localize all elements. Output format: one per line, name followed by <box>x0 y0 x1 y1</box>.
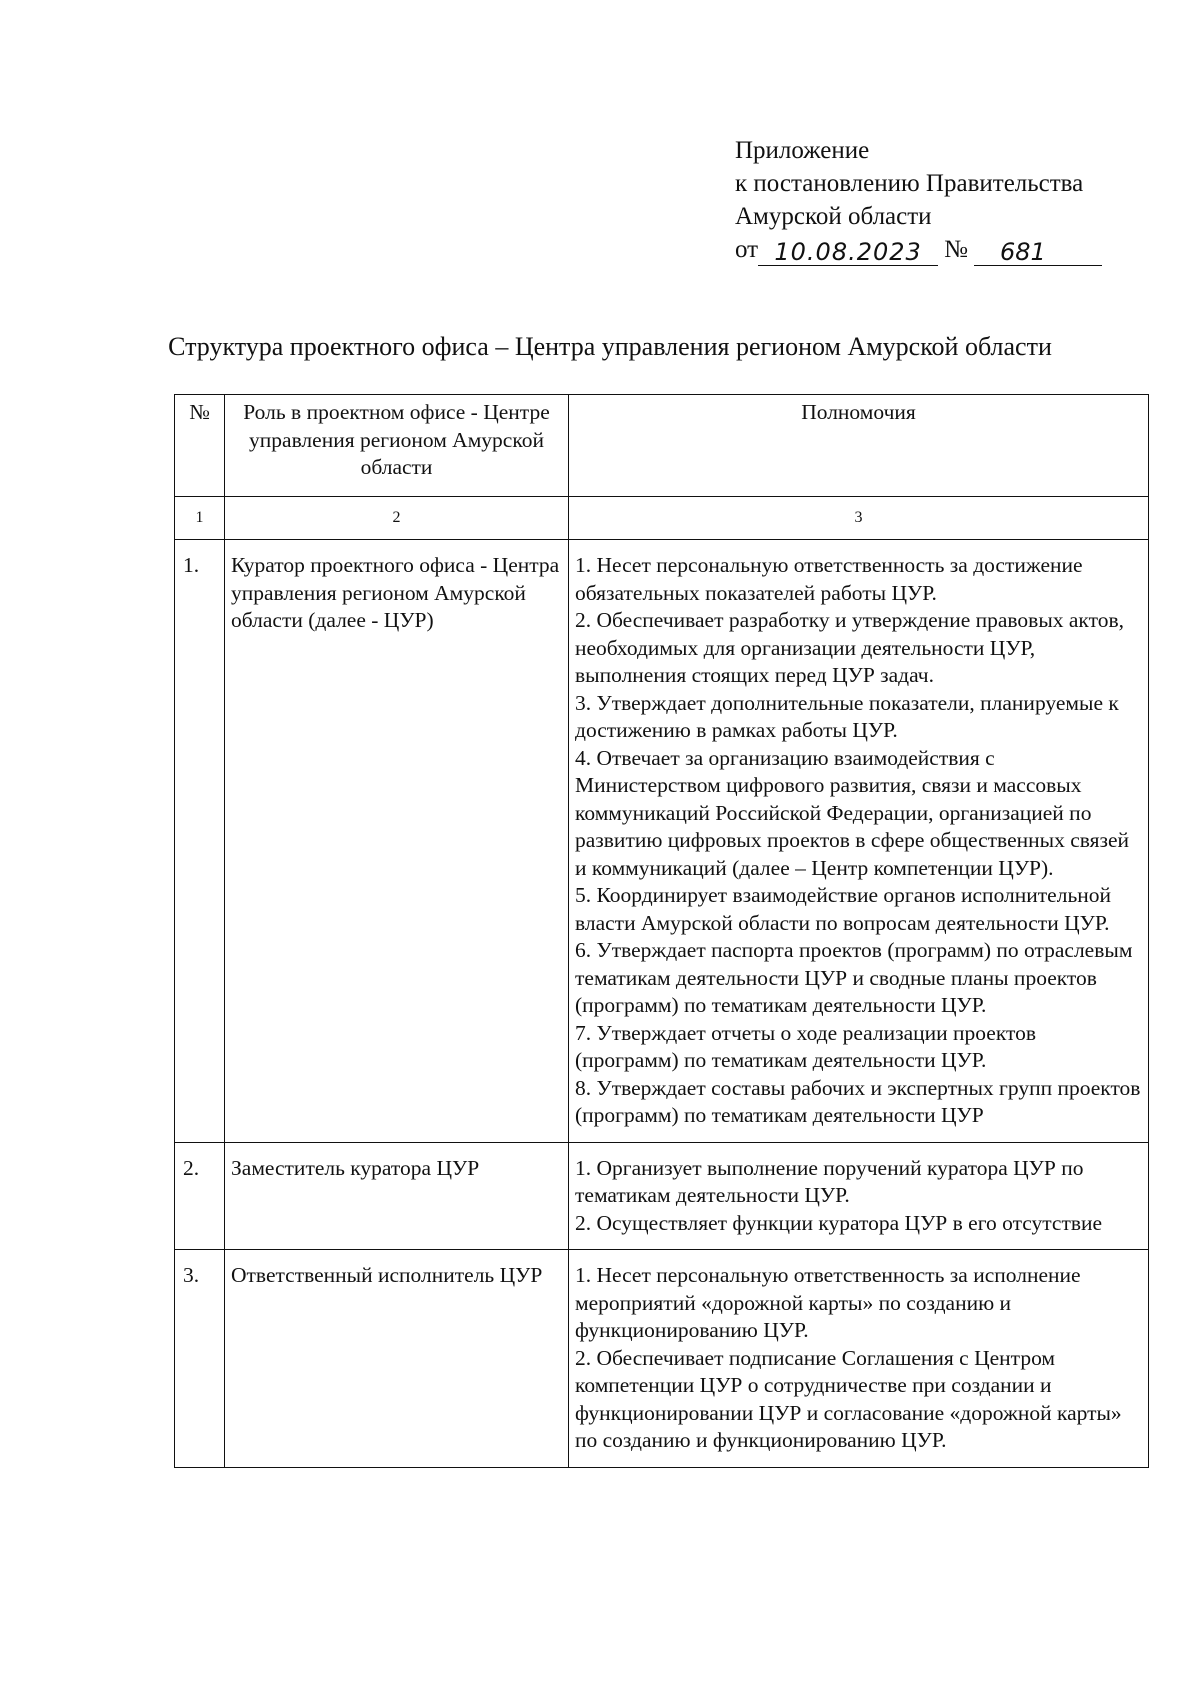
power-item: 8. Утверждает составы рабочих и экспертных групп проектов (программ) по тематикам деятельности ЦУР <box>575 1075 1141 1127</box>
from-prefix: от <box>735 236 759 263</box>
row-role: Заместитель куратора ЦУР <box>225 1142 569 1250</box>
power-item: 1. Несет персональную ответственность за исполнение мероприятий «дорожной карты» по созданию и функционированию ЦУР. <box>575 1263 1081 1342</box>
power-item: 6. Утверждает паспорта проектов (программ) по отраслевым тематикам деятельности ЦУР и сводные планы проектов (программ) по тематикам деятельности ЦУР. <box>575 938 1133 1017</box>
row-num: 2. <box>175 1142 225 1250</box>
header-role: Роль в проектном офисе - Центре управления регионом Амурской области <box>225 395 569 497</box>
power-item: 4. Отвечает за организацию взаимодействия с Министерством цифрового развития, связи и массовых коммуникаций Российской Федерации, организацией по развитию цифровых проектов в сфере общественных связей и коммуникаций (далее – Центр компетенции ЦУР). <box>575 745 1130 880</box>
appendix-line-3: Амурской области <box>735 203 932 230</box>
structure-table <box>174 394 1149 1468</box>
row-num: 3. <box>175 1250 225 1468</box>
row-powers <box>569 1250 1149 1468</box>
table-index-row <box>175 497 1149 540</box>
row-role: Ответственный исполнитель ЦУР <box>225 1250 569 1468</box>
handwritten-number: 681 <box>974 239 1102 266</box>
row-role: Куратор проектного офиса - Центра управления регионом Амурской области (далее - ЦУР) <box>225 540 569 1143</box>
table-row <box>175 540 1149 1143</box>
power-item: 7. Утверждает отчеты о ходе реализации проектов (программ) по тематикам деятельности ЦУР. <box>575 1020 1037 1072</box>
index-cell-3: 3 <box>569 497 1149 540</box>
index-cell-1: 1 <box>175 497 225 540</box>
handwritten-date: 10.08.2023 <box>758 239 938 266</box>
document-title: Структура проектного офиса – Центра управления регионом Амурской области <box>168 332 1052 361</box>
power-item: 1. Несет персональную ответственность за достижение обязательных показателей работы ЦУР. <box>575 553 1083 605</box>
row-powers <box>569 1142 1149 1250</box>
power-item: 5. Координирует взаимодействие органов исполнительной власти Амурской области по вопросам деятельности ЦУР. <box>575 883 1112 935</box>
power-item: 2. Обеспечивает разработку и утверждение правовых актов, необходимых для организации деятельности ЦУР, выполнения стоящих перед ЦУР задач. <box>575 608 1124 687</box>
table-row <box>175 1250 1149 1468</box>
table-header-row <box>175 395 1149 497</box>
table-row <box>175 1142 1149 1250</box>
power-item: 2. Осуществляет функции куратора ЦУР в его отсутствие <box>575 1210 1103 1235</box>
header-powers: Полномочия <box>569 395 1149 497</box>
power-item: 2. Обеспечивает подписание Соглашения с Центром компетенции ЦУР о сотрудничестве при создании и функционировании ЦУР и согласование «дорожной карты» по созданию и функционированию ЦУР. <box>575 1345 1122 1452</box>
appendix-date-number-row <box>735 233 1102 266</box>
index-cell-2: 2 <box>225 497 569 540</box>
header-num: № <box>175 395 225 497</box>
row-num: 1. <box>175 540 225 1143</box>
appendix-line-1: Приложение <box>735 137 870 164</box>
appendix-line-2: к постановлению Правительства <box>735 170 1084 197</box>
power-item: 3. Утверждает дополнительные показатели, планируемые к достижению в рамках работы ЦУР. <box>575 690 1119 742</box>
number-sign: № <box>944 236 968 263</box>
power-item: 1. Организует выполнение поручений куратора ЦУР по тематикам деятельности ЦУР. <box>575 1155 1084 1207</box>
row-powers <box>569 540 1149 1143</box>
appendix-block <box>735 134 1102 266</box>
